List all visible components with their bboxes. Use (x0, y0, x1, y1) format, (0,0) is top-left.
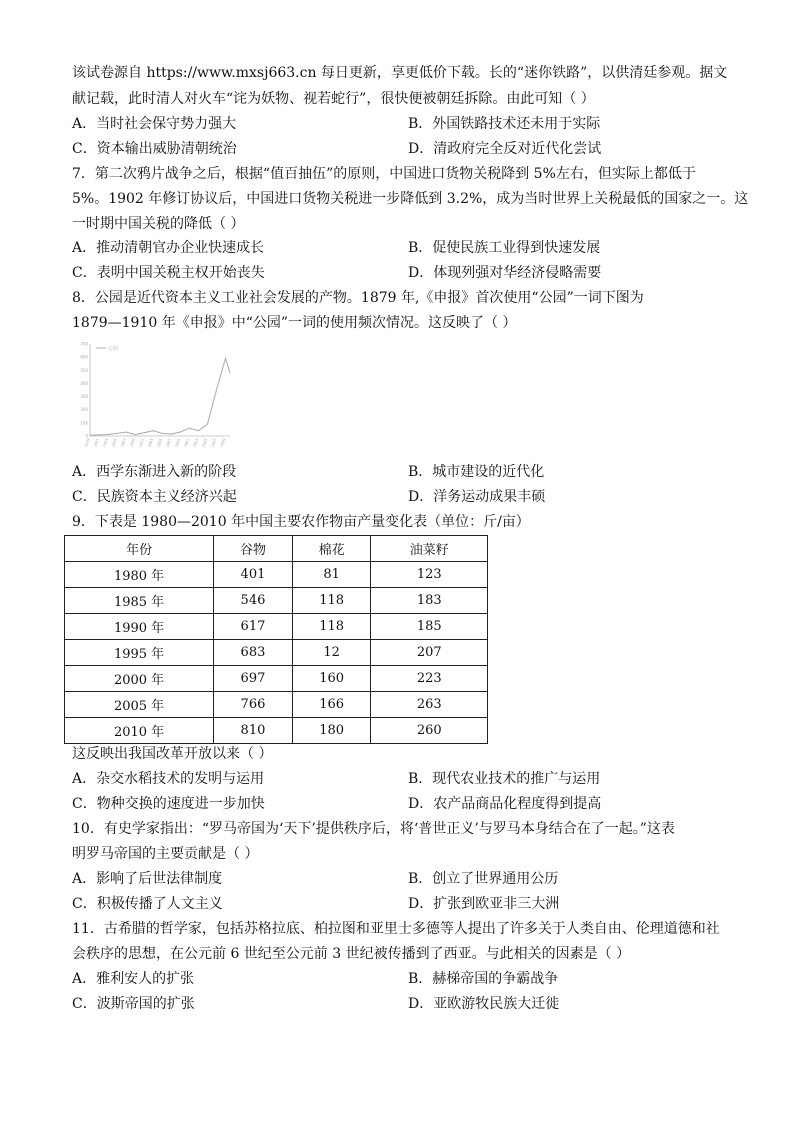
data-point (153, 430, 154, 431)
cell-rapeseed: 123 (371, 562, 488, 588)
q11-option-d[interactable]: D．亚欧游牧民族大迁徙 (408, 996, 560, 1012)
table-header-row (65, 536, 488, 562)
x-tick-label: 1903 (192, 437, 200, 448)
q7-option-b[interactable]: B．促使民族工业得到快速发展 (408, 240, 601, 256)
q7-stem-line-1: 7．第二次鸦片战争之后，根据“值百抽伍”的原则，中国进口货物关税降到 5%左右，但实际上都低于 (72, 166, 696, 182)
cell-cotton: 180 (292, 718, 371, 744)
q11-option-a[interactable]: A．雅利安人的扩张 (72, 971, 195, 987)
table-row (65, 666, 488, 692)
data-point (117, 433, 118, 434)
q9-option-c[interactable]: C．物种交换的速度进一步加快 (72, 796, 265, 812)
table-row (65, 562, 488, 588)
cell-rapeseed: 183 (371, 588, 488, 614)
data-point (225, 358, 226, 359)
cell-grain: 546 (214, 588, 293, 614)
header-grain: 谷物 (214, 536, 293, 562)
cell-year: 1980 年 (65, 562, 214, 588)
cell-cotton: 81 (292, 562, 371, 588)
header-rapeseed: 油菜籽 (371, 536, 488, 562)
cell-rapeseed: 223 (371, 666, 488, 692)
y-tick-label: 200 (80, 407, 88, 413)
q8-stem-line-2: 1879—1910 年《申报》中“公园”一词的使用频次情况。这反映了（ ） (72, 315, 517, 331)
table-row (65, 640, 488, 666)
q7-option-d[interactable]: D．体现列强对华经济侵略需要 (408, 265, 602, 281)
q7-stem-line-2: 5%。1902 年修订协议后，中国进口货物关税进一步降低到 3.2%，成为当时世界上关税最低的国家之一。这 (72, 191, 749, 207)
x-tick-label: 1893 (147, 437, 155, 448)
q10-stem-line-2: 明罗马帝国的主要贡献是（ ） (72, 846, 259, 862)
data-point (207, 424, 208, 425)
data-point (90, 435, 91, 436)
cell-year: 1990 年 (65, 614, 214, 640)
table-row (65, 692, 488, 718)
q9-stem: 9．下表是 1980—2010 年中国主要农作物亩产量变化表（单位：斤/亩） (72, 514, 530, 530)
cell-year: 2010 年 (65, 718, 214, 744)
cell-year: 1985 年 (65, 588, 214, 614)
y-tick-label: 100 (80, 420, 88, 426)
header-cotton: 棉花 (292, 536, 371, 562)
q10-option-b[interactable]: B．创立了世界通用公历 (408, 871, 559, 887)
q11-stem-line-2: 会秩序的思想，在公元前 6 世纪至公元前 3 世纪被传播到了西亚。与此相关的因素是（ ） (72, 946, 631, 962)
cell-rapeseed: 260 (371, 718, 488, 744)
table-row (65, 588, 488, 614)
cell-cotton: 118 (292, 614, 371, 640)
x-tick-label: 1899 (174, 437, 182, 448)
q11-option-b[interactable]: B．赫梯帝国的争霸战争 (408, 971, 559, 987)
cell-rapeseed: 185 (371, 614, 488, 640)
q9-option-b[interactable]: B．现代农业技术的推广与运用 (408, 771, 601, 787)
x-tick-label: 1907 (210, 437, 218, 448)
q7-option-a[interactable]: A．推动清朝官办企业快速成长 (72, 240, 265, 256)
data-point (180, 432, 181, 433)
x-tick-label: 1889 (129, 437, 137, 448)
x-tick-label: 1909 (219, 437, 227, 448)
q10-option-c[interactable]: C．积极传播了人文主义 (72, 896, 223, 912)
legend-label: 公园 (108, 346, 119, 352)
cell-grain: 810 (214, 718, 293, 744)
y-tick-label: 600 (80, 354, 88, 360)
x-tick-label: 1895 (156, 437, 164, 448)
x-tick-label: 1885 (111, 437, 119, 448)
data-point (144, 432, 145, 433)
x-tick-label: 1881 (93, 437, 100, 448)
intro-line-2: 献记载，此时清人对火车“诧为妖物、视若蛇行”，很快便被朝廷拆除。由此可知（ ） (72, 91, 595, 107)
data-point (108, 434, 109, 435)
cell-grain: 766 (214, 692, 293, 718)
q6-option-d[interactable]: D．清政府完全反对近代化尝试 (408, 141, 602, 157)
cell-year: 2005 年 (65, 692, 214, 718)
cell-rapeseed: 263 (371, 692, 488, 718)
y-tick-label: 300 (80, 394, 88, 400)
x-tick-label: 1891 (138, 437, 146, 448)
cell-year: 1995 年 (65, 640, 214, 666)
q7-stem-line-3: 一时期中国关税的降低（ ） (72, 216, 245, 232)
cell-grain: 401 (214, 562, 293, 588)
data-point (216, 390, 217, 391)
table-row (65, 718, 488, 744)
intro-line-1: 该试卷源自 https://www.mxsj663.cn 每日更新，享更低价下载。长的“迷你铁路”，以供清廷参观。据文 (72, 65, 728, 81)
x-tick-label: 1887 (120, 437, 128, 448)
data-point (171, 434, 172, 435)
data-point (162, 433, 163, 434)
x-tick-label: 1897 (165, 437, 173, 448)
q9-option-a[interactable]: A．杂交水稻技术的发明与运用 (72, 771, 265, 787)
data-point (99, 434, 100, 435)
table-row (65, 614, 488, 640)
data-point (135, 434, 136, 435)
series-line-公园 (90, 358, 230, 435)
crop-yield-table (64, 535, 488, 744)
cell-cotton: 166 (292, 692, 371, 718)
x-tick-label: 1905 (201, 437, 209, 448)
header-year: 年份 (65, 536, 214, 562)
q8-option-c[interactable]: C．民族资本主义经济兴起 (72, 489, 237, 505)
data-point (198, 430, 199, 431)
park-usage-chart (76, 336, 236, 454)
q8-option-b[interactable]: B．城市建设的近代化 (408, 464, 545, 480)
cell-grain: 617 (214, 614, 293, 640)
cell-grain: 683 (214, 640, 293, 666)
q7-option-c[interactable]: C．表明中国关税主权开始丧失 (72, 265, 265, 281)
cell-cotton: 12 (292, 640, 371, 666)
y-tick-label: 700 (80, 341, 88, 347)
q6-option-a[interactable]: A．当时社会保守势力强大 (72, 116, 237, 132)
x-tick-label: 1883 (102, 437, 110, 448)
q10-stem-line-1: 10．有史学家指出：“罗马帝国为‘天下’提供秩序后，将‘普世正义’与罗马本身结合在了一起。”这表 (72, 821, 675, 837)
cell-cotton: 160 (292, 666, 371, 692)
y-tick-label: 400 (80, 380, 88, 386)
chart-layer (80, 342, 230, 448)
q6-option-b[interactable]: B．外国铁路技术还未用于实际 (408, 116, 601, 132)
q11-option-c[interactable]: C．波斯帝国的扩张 (72, 996, 195, 1012)
cell-grain: 697 (214, 666, 293, 692)
data-point (189, 428, 190, 429)
q11-stem-line-1: 11．古希腊的哲学家，包括苏格拉底、柏拉图和亚里士多德等人提出了许多关于人类自由、伦理道德和社 (72, 921, 720, 937)
q9-option-d[interactable]: D．农产品商品化程度得到提高 (408, 796, 602, 812)
y-tick-label: 500 (80, 367, 88, 373)
q8-option-a[interactable]: A．西学东渐进入新的阶段 (72, 464, 237, 480)
data-point (230, 372, 231, 373)
q6-option-c[interactable]: C．资本输出威胁清朝统治 (72, 141, 237, 157)
data-point (126, 432, 127, 433)
q9-after: 这反映出我国改革开放以来（ ） (72, 746, 273, 762)
y-tick-label: 0 (85, 433, 88, 439)
q8-option-d[interactable]: D．洋务运动成果丰硕 (408, 489, 546, 505)
q10-option-d[interactable]: D．扩张到欧亚非三大洲 (408, 896, 560, 912)
cell-year: 2000 年 (65, 666, 214, 692)
cell-rapeseed: 207 (371, 640, 488, 666)
x-tick-label: 1879 (84, 437, 91, 448)
q8-stem-line-1: 8．公园是近代资本主义工业社会发展的产物。1879 年,《申报》首次使用“公园”一词下图为 (72, 290, 644, 306)
cell-cotton: 118 (292, 588, 371, 614)
q10-option-a[interactable]: A．影响了后世法律制度 (72, 871, 223, 887)
x-tick-label: 1901 (183, 437, 191, 448)
